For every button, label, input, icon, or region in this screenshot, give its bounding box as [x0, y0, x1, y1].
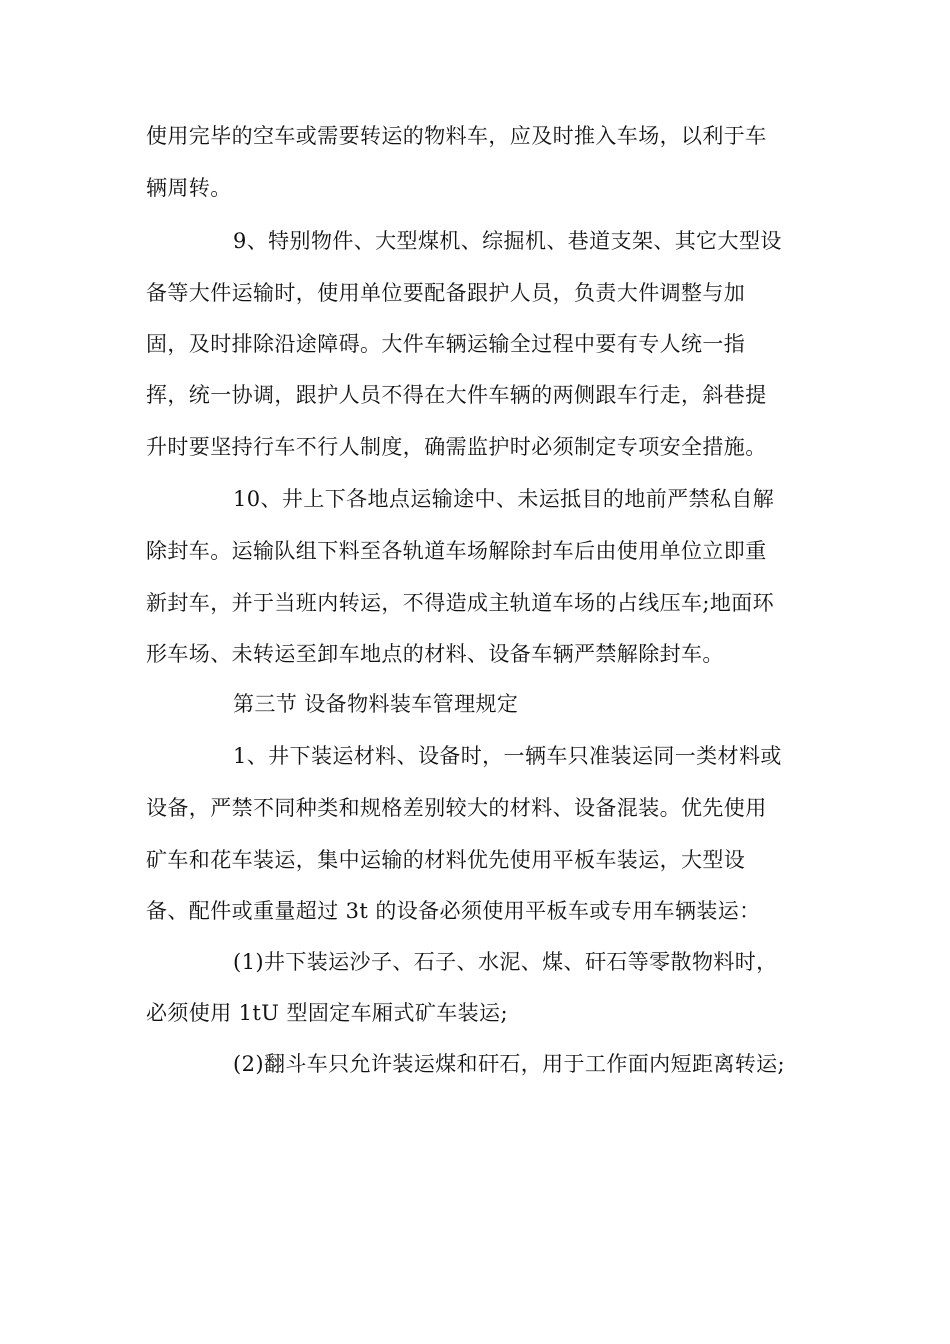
- text-line: 设备，严禁不同种类和规格差别较大的材料、设备混装。优先使用: [146, 796, 767, 820]
- subitem-2: (2)翻斗车只允许装运煤和矸石，用于工作面内短距离转运;: [233, 1052, 786, 1076]
- subitem-1: (1)井下装运沙子、石子、水泥、煤、矸石等零散物料时，: [233, 950, 778, 974]
- paragraph-item-10: 10、井上下各地点运输途中、未运抵目的地前严禁私自解: [233, 487, 775, 511]
- text-line: 除封车。运输队组下料至各轨道车场解除封车后由使用单位立即重: [146, 539, 767, 563]
- text-line: 辆周转。: [146, 176, 232, 200]
- text-line: 必须使用 1tU 型固定车厢式矿车装运;: [146, 1001, 508, 1025]
- paragraph-item-1: 1、井下装运材料、设备时，一辆车只准装运同一类材料或: [233, 744, 782, 768]
- text-line: 升时要坚持行车不行人制度，确需监护时必须制定专项安全措施。: [146, 435, 767, 459]
- text-line: 使用完毕的空车或需要转运的物料车，应及时推入车场，以利于车: [146, 124, 767, 148]
- text-line: 备、配件或重量超过 3t 的设备必须使用平板车或专用车辆装运：: [146, 899, 761, 923]
- text-line: 新封车，并于当班内转运，不得造成主轨道车场的占线压车;地面环: [146, 591, 775, 615]
- text-line: 备等大件运输时，使用单位要配备跟护人员，负责大件调整与加: [146, 281, 746, 305]
- text-line: 矿车和花车装运，集中运输的材料优先使用平板车装运，大型设: [146, 848, 746, 872]
- text-line: 挥，统一协调，跟护人员不得在大件车辆的两侧跟车行走，斜巷提: [146, 383, 767, 407]
- text-line: 形车场、未转运至卸车地点的材料、设备车辆严禁解除封车。: [146, 642, 724, 666]
- text-line: 固，及时排除沿途障碍。大件车辆运输全过程中要有专人统一指: [146, 332, 746, 356]
- paragraph-item-9: 9、特别物件、大型煤机、综掘机、巷道支架、其它大型设: [233, 229, 782, 253]
- section-heading: 第三节 设备物料装车管理规定: [233, 692, 519, 716]
